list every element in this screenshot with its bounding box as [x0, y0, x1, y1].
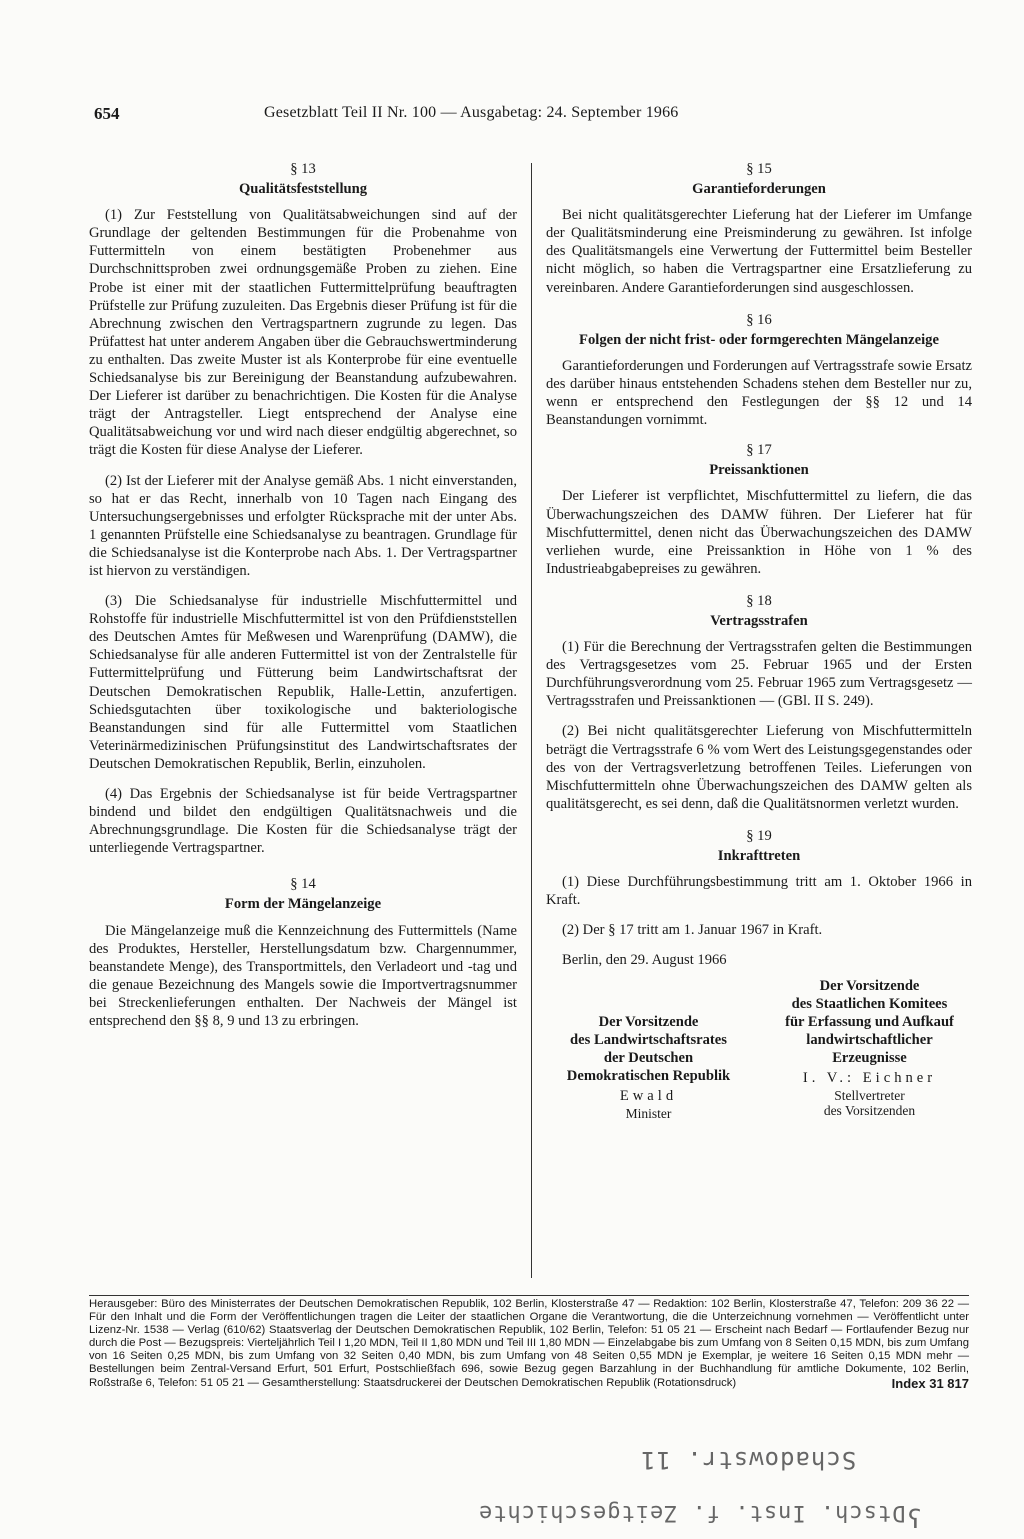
paragraph: Der Lieferer ist verpflichtet, Mischfuttermittel zu liefern, die das Überwachungszeichen des DAMW führen. Der Lieferer hat für Mischfuttermittel, denen nicht das Überwachungszeichen des DAMW verliehen wurde, eine Preissanktion in Höhe von 1 % des Industrieabgabepreises zu gewähren. [546, 488, 972, 577]
section-title: Qualitätsfeststellung [238, 181, 368, 198]
signatory-name: Ewald [619, 1088, 678, 1105]
signatory-title: für Erfassung und Aufkauf [785, 1014, 954, 1031]
section-17-heading [546, 441, 972, 479]
paragraph: (1) Zur Feststellung von Qualitätsabweichungen sind auf der Grundlage der geltenden Bestimmungen für die Probenahme von Futtermitteln von einem bestätigten Probenehmer aus Durchschnittsproben zwei ordnungsgemäße Proben zu ziehen. Eine Probe ist einer mit der staatlichen Futtermittelprüfung beauftragten Prüfstelle zur Prüfung zuzuleiten. Das Ergebnis dieser Prüfung ist für die Abrechnung zwischen den Vertragspartnern zugrunde zu legen. Das Prüfattest hat unter anderem Angaben über die Gebrauchswertminderung zu enthalten. Das zweite Muster ist als Konterprobe für eine eventuelle Schiedsanalyse bis zur Bereinigung der Beanstandung aufzubewahren. Der Lieferer ist darüber zu benachrichtigen. Die Kosten für die Analyse trägt der Antragsteller. Liegt entsprechend der Analyse eine Qualitätsabweichung vor und wird nach dieser endgültig abgerechnet, so trägt die Kosten für diese Analyse der Lieferer. [89, 207, 517, 459]
section-title: Preissanktionen [709, 462, 809, 479]
section-14-heading [89, 875, 517, 913]
library-stamp-line2: Dtsch. Inst. f. Zeitgeschichte [478, 1500, 906, 1525]
section-title: Folgen der nicht frist- oder formgerechten Mängelanzeige [579, 331, 939, 348]
paragraph: (2) Bei nicht qualitätsgerechter Lieferung von Mischfuttermitteln beträgt die Vertragsstrafe 6 % vom Wert des Leistungsgegenstandes oder des von der Vertragsverletzung betroffenen Teiles. Lieferungen von Mischfuttermitteln ohne Überwachungszeichen des DAMW gelten als qualitätsgerecht, es sei denn, daß die Qualitätsnormen verletzt wurden. [546, 723, 972, 812]
footer-rule [89, 1295, 969, 1296]
signatory-title: Erzeugnisse [832, 1050, 907, 1067]
imprint-text: Herausgeber: Büro des Ministerrates der Deutschen Demokratischen Republik, 102 Berlin, Klosterstraße 47 — Redaktion: 102 Berlin, Klosterstraße 47, Telefon: 209 36 22 — Für den Inhalt und die Form der Veröffentlichungen tragen die Leiter der staatlichen Organe die Verantwortung, die die Unterzeichnung vornehmen — Veröffentlicht unter Lizenz-Nr. 1538 — Verlag (610/62) Staatsverlag der Deutschen Demokratischen Republik, 102 Berlin, Telefon: 51 05 21 — Erscheint nach Bedarf — Fortlaufender Bezug nur durch die Post — Bezugspreis: Vierteljährlich Teil I 1,20 MDN, Teil II 1,80 MDN und Teil III 1,80 MDN — Einzelabgabe bis zum Umfang von 8 Seiten 0,15 MDN, bis zum Umfang von 16 Seiten 0,25 MDN, bis zum Umfang von 32 Seiten 0,40 MDN, bis zum Umfang von 48 Seiten 0,55 MDN je Exemplar, je weitere 16 Seiten 0,15 MDN mehr — Bestellungen beim Zentral-Versand Erfurt, 501 Erfurt, Postschließfach 696, sowie Bezug gegen Barzahlung in der Buchhandlung für amtliche Dokumente, 102 Berlin, Roßstraße 6, Telefon: 51 05 21 — Gesamtherstellung: Staatsdruckerei der Deutschen Demokratischen Republik (Rotationsdruck) [89, 1298, 969, 1389]
right-column [546, 160, 972, 1121]
paragraph: (2) Der § 17 tritt am 1. Januar 1967 in Kraft. [562, 922, 823, 939]
signatory-title: des Landwirtschaftsrates [570, 1032, 727, 1049]
section-title: Form der Mängelanzeige [224, 896, 382, 913]
signatory-name: I. V.: Eichner [802, 1070, 937, 1087]
section-19-heading [546, 827, 972, 865]
section-number: § 16 [746, 311, 772, 328]
signature-right [767, 977, 972, 1120]
signatory-title: Der Vorsitzende [598, 1014, 699, 1031]
page-number: 654 [94, 104, 120, 123]
library-stamp-line1: Schadowstr. 11 [640, 1446, 857, 1474]
signatory-role: Stellvertreter [834, 1087, 905, 1103]
paragraph: (1) Diese Durchführungsbestimmung tritt am 1. Oktober 1966 in Kraft. [546, 874, 972, 909]
section-number: § 17 [746, 442, 772, 459]
paragraph: (4) Das Ergebnis der Schiedsanalyse ist für beide Vertragspartner bindend und bildet den endgültigen Qualitätsnachweis und die Abrechnungsgrundlage. Die Kosten für die Schiedsanalyse trägt der unterliegende Vertragspartner. [89, 786, 517, 857]
running-head: Gesetzblatt Teil II Nr. 100 — Ausgabetag: 24. September 1966 [264, 104, 679, 121]
section-number: § 14 [290, 876, 316, 893]
signature-left [546, 977, 751, 1120]
imprint-footer [89, 1298, 969, 1390]
paragraph: (3) Die Schiedsanalyse für industrielle Mischfuttermittel und Rohstoffe für industrielle Mischfuttermittel ist von den Prüfdienststellen des Deutschen Amtes für Meßwesen und Warenprüfung (DAMW), die Schiedsanalyse für alle anderen Futtermittel ist von der Zentralstelle für Futtermittelprüfung und Fütterung beim Landwirtschaftsrat der Deutschen Demokratischen Republik, Halle-Lettin, anzufertigen. Schiedsgutachten über toxikologische und bakteriologische Beanstandungen sind für alle Futtermittel vom Staatlichen Veterinärmedizinischen Prüfungsinstitut des Landwirtschaftsrates der Deutschen Demokratischen Republik, Berlin, einzuholen. [89, 593, 517, 772]
signatory-role: Minister [625, 1105, 672, 1121]
signatory-title: landwirtschaftlicher [806, 1032, 933, 1049]
section-number: § 18 [746, 592, 772, 609]
section-number: § 13 [290, 161, 316, 177]
page-header [94, 104, 974, 128]
section-18-heading [546, 592, 972, 630]
column-divider [531, 163, 532, 1278]
handwritten-mark: ʕ [908, 1505, 922, 1535]
signatory-title: der Deutschen [603, 1050, 694, 1067]
paragraph: Garantieforderungen und Forderungen auf Vertragsstrafe sowie Ersatz des darüber hinaus entstehenden Schadens stehen dem Besteller nur zu, wenn er entsprechend den Festlegungen der §§ 12 und 14 Beanstandungen vornimmt. [546, 357, 972, 429]
section-number: § 15 [746, 161, 772, 177]
section-title: Vertragsstrafen [710, 612, 808, 629]
date-line: Berlin, den 29. August 1966 [562, 952, 727, 969]
section-16-heading [546, 311, 972, 349]
signatory-title: Der Vorsitzende [819, 978, 920, 995]
signatory-title: Demokratischen Republik [566, 1068, 731, 1085]
paragraph: (2) Ist der Lieferer mit der Analyse gemäß Abs. 1 nicht einverstanden, so hat er das Recht, innerhalb von 10 Tagen nach Eingang des Untersuchungsergebnisses und erfolgter Rücksprache mit der unter Abs. 1 genannten Prüfstelle eine Schiedsanalyse zu beantragen. Grundlage für die Schiedsanalyse ist die Konterprobe nach Abs. 1. Der Vertragspartner ist hiervon zu verständigen. [89, 472, 517, 579]
signature-block [546, 977, 972, 1120]
section-15-heading [546, 160, 972, 198]
left-column [89, 160, 517, 1042]
index-number: Index 31 817 [891, 1375, 969, 1391]
section-title: Inkrafttreten [717, 848, 801, 864]
paragraph: Die Mängelanzeige muß die Kennzeichnung des Futtermittels (Name des Produktes, Hersteller, Herstellungsdatum bzw. Chargennummer, beanstandete Menge), des Transportmittels, den Verladeort und -tag und die genaue Bezeichnung des Mangels sowie die Importvertragsnummer bei Streckenlieferungen enthalten. Der Nachweis der Mängel ist entsprechend den §§ 8, 9 und 13 zu erbringen. [89, 922, 517, 1030]
section-title: Garantieforderungen [692, 181, 826, 198]
signatory-title: des Staatlichen Komitees [791, 996, 948, 1013]
section-13-heading [89, 160, 517, 198]
signatory-role: des Vorsitzenden [823, 1102, 916, 1118]
section-number: § 19 [746, 827, 772, 844]
paragraph: Bei nicht qualitätsgerechter Lieferung hat der Lieferer im Umfange der Qualitätsminderung eine Preisminderung zu gewähren. Ist infolge des Qualitätsmangels eine Verwertung der Futtermittel beim Besteller nicht möglich, so haben die Vertragspartner eine Ersatzlieferung zu vereinbaren. Andere Garantieforderungen sind ausgeschlossen. [546, 207, 972, 296]
paragraph: (1) Für die Berechnung der Vertragsstrafen gelten die Bestimmungen des Vertragsgesetzes vom 25. Februar 1965 und der Ersten Durchführungsverordnung vom 25. Februar 1965 zum Vertragsgesetz — Vertragsstrafen und Preissanktionen — (GBl. II S. 249). [546, 639, 972, 710]
